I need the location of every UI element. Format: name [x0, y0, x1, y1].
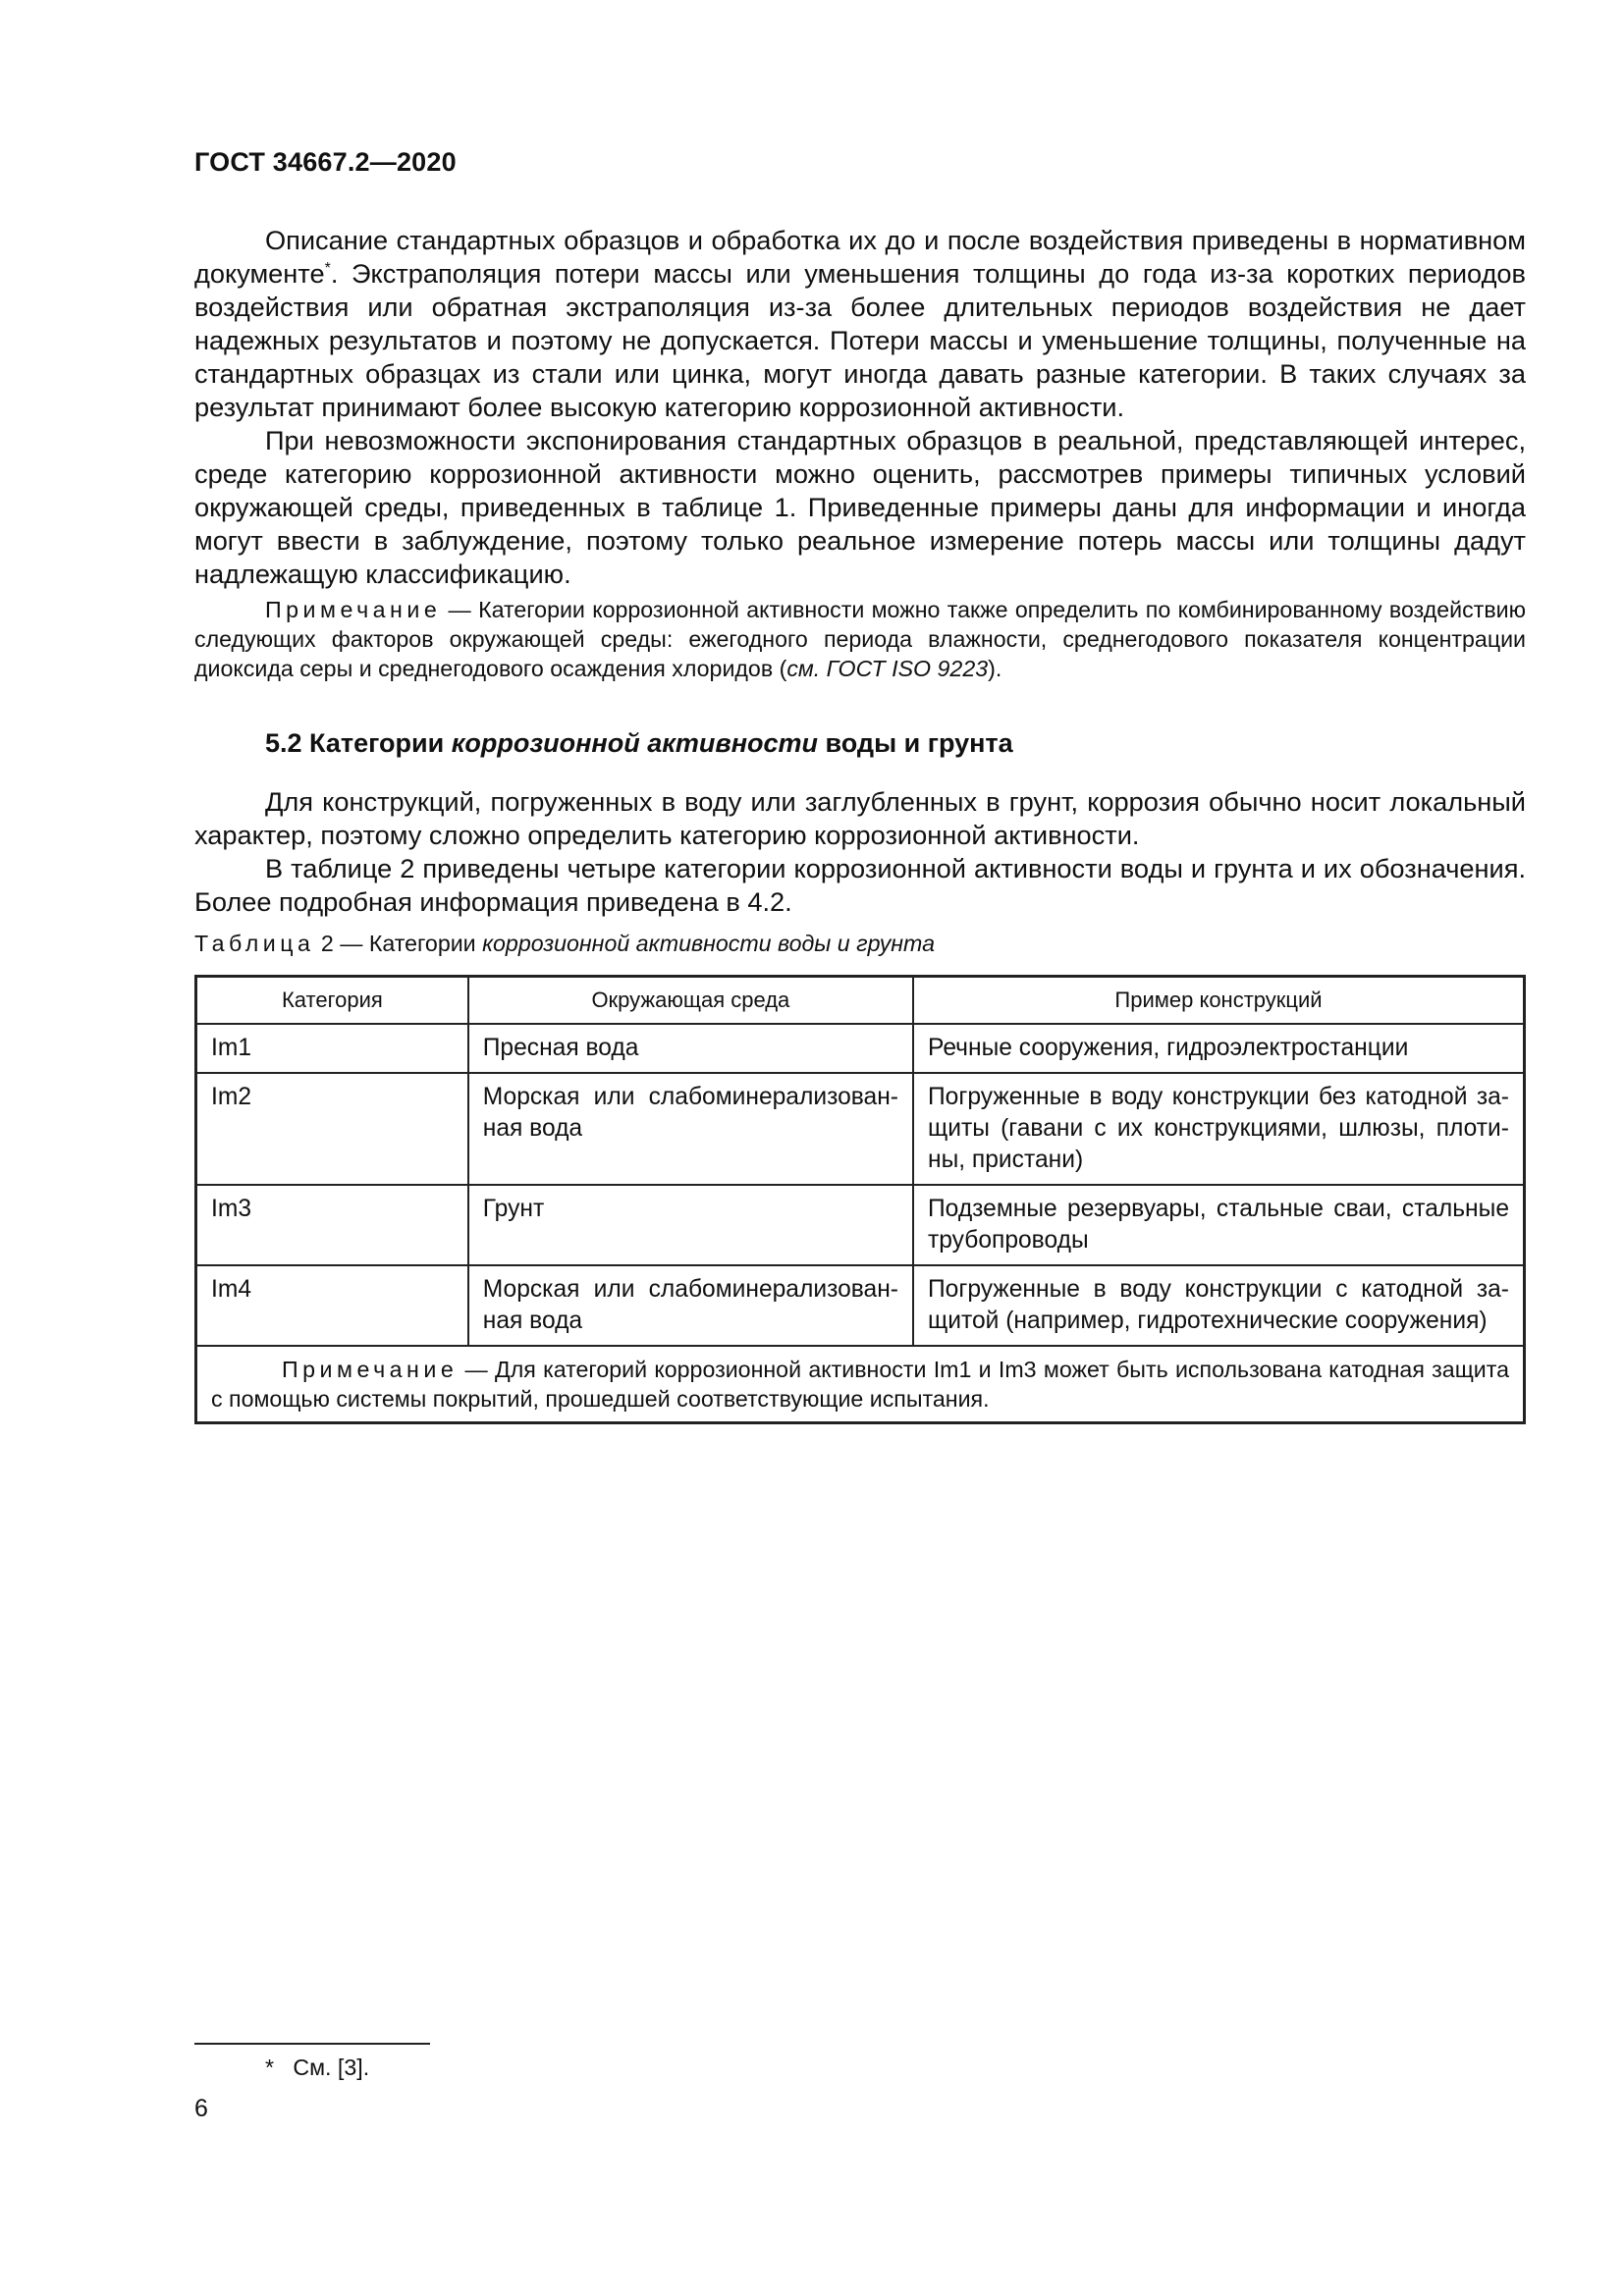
cell-environment: Морская или слабоминерализованная вода: [468, 1265, 913, 1346]
table-row: [196, 1024, 1525, 1073]
cell-environment: Пресная вода: [468, 1024, 913, 1073]
section-5-2-title: [265, 728, 1013, 759]
footnote-text: См. [3].: [293, 2055, 370, 2080]
header-environment: Окружающая среда: [468, 977, 913, 1025]
paragraph-1: [194, 224, 1526, 424]
page-number: 6: [194, 2095, 208, 2122]
cell-category: Im4: [196, 1265, 468, 1346]
table-caption-number: 2 — Категории: [314, 931, 483, 956]
document-header: ГОСТ 34667.2—2020: [194, 147, 457, 177]
section-title-tail: воды и грунта: [818, 728, 1013, 758]
table-caption: [194, 931, 935, 957]
section-title-italic: коррозионной активности: [451, 728, 819, 758]
cell-example: Погруженные в воду конструкции с катодной защитой (например, гидротехнические сооружения): [913, 1265, 1525, 1346]
note-1: [194, 595, 1526, 683]
note-1-label: Примечание: [265, 597, 442, 622]
table-note-row: [196, 1346, 1525, 1423]
footnote-mark: *: [265, 2055, 275, 2080]
footnote: [265, 2055, 369, 2081]
table-header-row: [196, 977, 1525, 1025]
footnote-marker[interactable]: *: [324, 259, 331, 277]
cell-environment: Морская или слабоминерализованная вода: [468, 1073, 913, 1185]
table-caption-label: Таблица: [194, 931, 315, 956]
section-title-lead: 5.2 Категории: [265, 728, 452, 758]
header-category: Категория: [196, 977, 468, 1025]
cell-example: Подземные резервуары, стальные сваи, стальные трубопроводы: [913, 1185, 1525, 1265]
section-paragraph-1: Для конструкций, погруженных в воду или заглубленных в грунт, коррозия обычно носит локальный характер, поэтому сложно определить категорию коррозионной активности.: [194, 786, 1526, 850]
table-row: [196, 1073, 1525, 1185]
cell-category: Im2: [196, 1073, 468, 1185]
paragraph-1-part-b: . Экстраполяция потери массы или уменьшения толщины до года из-за коротких периодов воздействия или обратная экстраполяция из-за более длительных периодов воздействия не дает надежных результатов и поэтому не допускается. Потери массы и уменьшение толщины, полученные на стандартных образцах из стали или цинка, могут иногда давать разные категории. В таких случаях за результат принимают более высокую категорию коррозионной активности.: [194, 258, 1526, 422]
paragraph-1-part-a: Описание стандартных образцов и обработка их до и после воздействия приведены в нормативном документе: [194, 225, 1526, 289]
section-paragraph-2: В таблице 2 приведены четыре категории коррозионной активности воды и грунта и их обозначения. Более подробная информация приведена в 4.2.: [194, 853, 1526, 917]
cell-example: Речные сооружения, гидроэлектростанции: [913, 1024, 1525, 1073]
cell-category: Im3: [196, 1185, 468, 1265]
section-5-2-text: [194, 785, 1526, 919]
note-1-body: — Категории коррозионной активности можно также определить по комбинированному воздействию следующих факторов окружающей среды: ежегодного периода влажности, среднегодового показателя концентрации диоксида серы и среднегодового осаждения хлоридов (: [194, 597, 1526, 681]
note-1-reference: см. ГОСТ ISO 9223: [786, 656, 989, 681]
paragraph-2: При невозможности экспонирования стандартных образцов в реальной, представляющей интерес, среде категорию коррозионной активности можно оценить, рассмотрев примеры типичных условий окружающей среды, приведенных в таблице 1. Приведенные примеры даны для информации и иногда могут ввести в заблуждение, поэтому только реальное измерение потерь массы или толщины дадут надлежащую классификацию.: [194, 425, 1526, 589]
cell-environment: Грунт: [468, 1185, 913, 1265]
table-note: [196, 1346, 1525, 1423]
footnote-divider: [194, 2043, 430, 2045]
header-example: Пример конструкций: [913, 977, 1525, 1025]
note-1-text: [194, 595, 1526, 683]
table-note-body: — Для категорий коррозионной активности Im1 и Im3 может быть использована катодная защита с помощью системы покрытий, прошедшей соответствующие испытания.: [211, 1357, 1509, 1412]
intro-text: [194, 224, 1526, 591]
cell-category: Im1: [196, 1024, 468, 1073]
cell-example: Погруженные в воду конструкции без катодной защиты (гавани с их конструкциями, шлюзы, плотины, пристани): [913, 1073, 1525, 1185]
table-row: [196, 1185, 1525, 1265]
table-caption-title: коррозионной активности воды и грунта: [482, 931, 936, 956]
table-row: [196, 1265, 1525, 1346]
categories-table: [194, 975, 1526, 1424]
note-1-tail: ).: [988, 656, 1002, 681]
table-note-label: Примечание: [282, 1357, 459, 1382]
